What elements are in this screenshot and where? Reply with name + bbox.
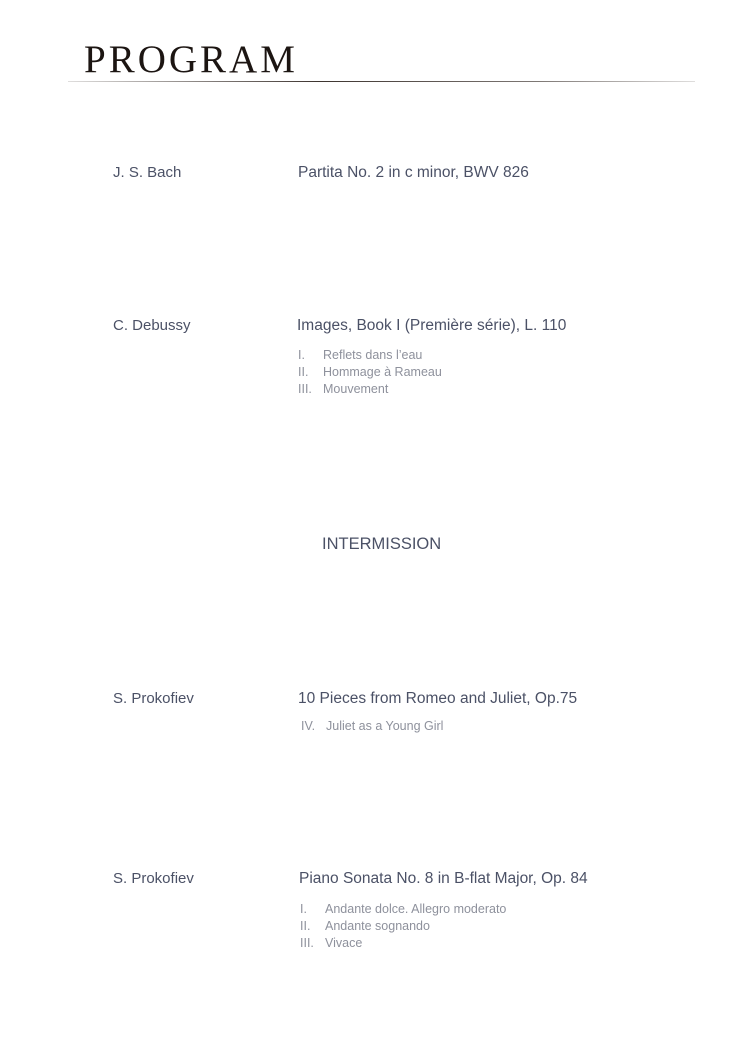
movement-name: Hommage à Rameau [323,365,442,379]
movement-name: Vivace [325,936,363,950]
movement-number: III. [300,936,314,950]
composer-name: J. S. Bach [113,164,182,181]
work-title: Partita No. 2 in c minor, BWV 826 [298,164,529,181]
movement-name: Juliet as a Young Girl [326,719,444,733]
work-title: Piano Sonata No. 8 in B-flat Major, Op. 84 [299,870,588,887]
movement-number: I. [300,902,307,916]
movement-name: Reflets dans l’eau [323,348,423,362]
movement-number: III. [298,382,312,396]
movement-number: I. [298,348,305,362]
movement-name: Andante dolce. Allegro moderato [325,902,507,916]
movement-number: II. [298,365,309,379]
movement-number: II. [300,919,311,933]
composer-name: S. Prokofiev [113,690,194,707]
movement-name: Andante sognando [325,919,430,933]
movement-number: IV. [301,719,316,733]
intermission-label: INTERMISSION [322,535,442,553]
composer-name: S. Prokofiev [113,870,194,887]
title-underline [68,81,695,82]
work-title: 10 Pieces from Romeo and Juliet, Op.75 [298,690,578,707]
page-title: PROGRAM [84,38,298,81]
movement-name: Mouvement [323,382,389,396]
work-title: Images, Book I (Première série), L. 110 [297,317,567,334]
composer-name: C. Debussy [113,317,191,334]
